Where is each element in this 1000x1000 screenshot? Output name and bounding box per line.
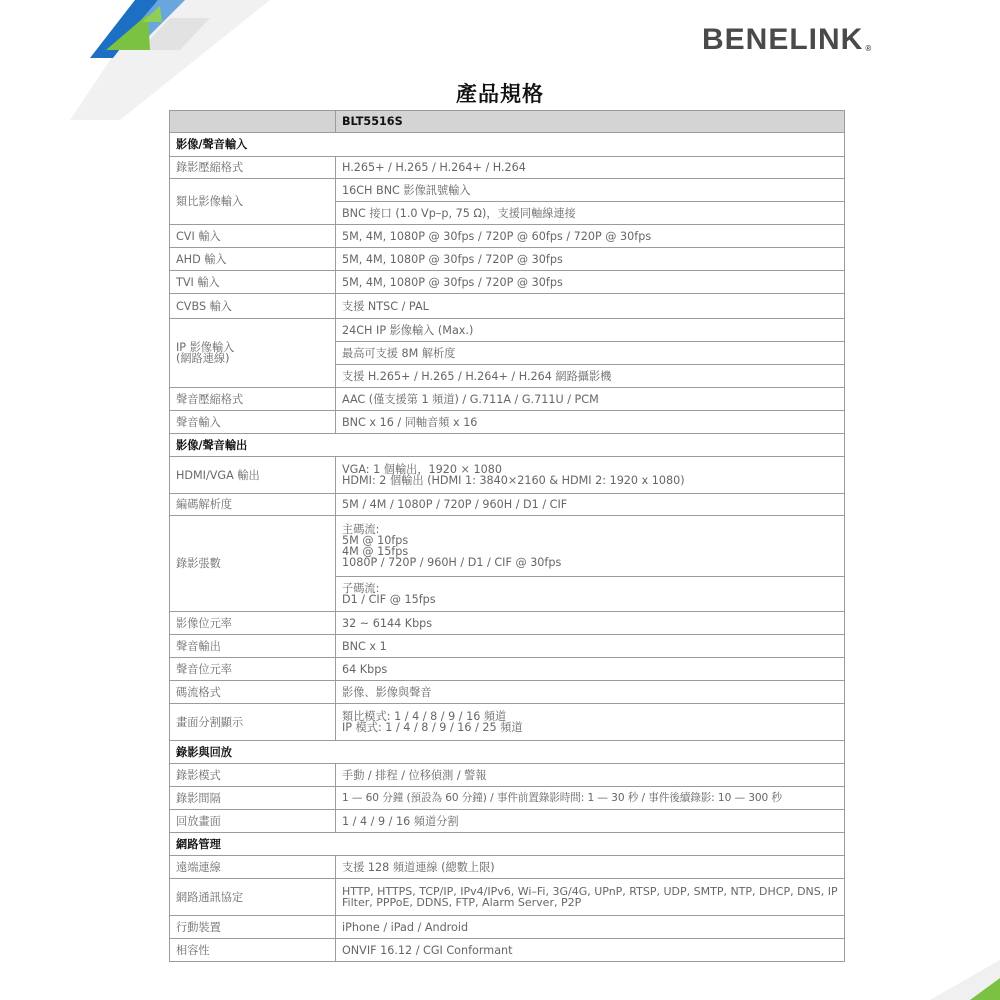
spec-value: 5M, 4M, 1080P @ 30fps / 720P @ 30fps — [336, 271, 845, 294]
spec-value: 5M / 4M / 1080P / 720P / 960H / D1 / CIF — [336, 494, 845, 516]
spec-row — [170, 388, 845, 411]
spec-row — [170, 764, 845, 787]
model-name: BLT5516S — [336, 111, 845, 133]
section-title: 影像/聲音輸出 — [170, 434, 845, 457]
spec-row — [170, 319, 845, 342]
spec-value: 16CH BNC 影像訊號輸入 — [336, 179, 845, 202]
spec-value — [336, 577, 845, 612]
spec-value: 影像、影像與聲音 — [336, 681, 845, 704]
header-blank-cell — [170, 111, 336, 133]
spec-row — [170, 271, 845, 294]
spec-row — [170, 411, 845, 434]
spec-label: 聲音壓縮格式 — [170, 388, 336, 411]
spec-value: H.265+ / H.265 / H.264+ / H.264 — [336, 157, 845, 179]
spec-row — [170, 856, 845, 879]
spec-value: 5M, 4M, 1080P @ 30fps / 720P @ 30fps — [336, 248, 845, 271]
brand-logo — [702, 22, 872, 58]
spec-label: 畫面分割顯示 — [170, 704, 336, 741]
spec-row — [170, 457, 845, 494]
spec-value-line: IP 模式: 1 / 4 / 8 / 9 / 16 / 25 頻道 — [342, 721, 523, 734]
section-header-row — [170, 741, 845, 764]
spec-label — [170, 319, 336, 388]
spec-value: 手動 / 排程 / 位移偵測 / 警報 — [336, 764, 845, 787]
spec-value-line: 1080P / 720P / 960H / D1 / CIF @ 30fps — [342, 556, 562, 569]
page-title: 產品規格 — [456, 82, 544, 106]
spec-value: 64 Kbps — [336, 658, 845, 681]
spec-value: BNC 接口 (1.0 Vp–p, 75 Ω)，支援同軸線連接 — [336, 202, 845, 225]
spec-row — [170, 916, 845, 939]
spec-label: AHD 輸入 — [170, 248, 336, 271]
spec-label: 網路通訊協定 — [170, 879, 336, 916]
registered-mark: ® — [865, 44, 873, 53]
section-header-row — [170, 833, 845, 856]
spec-label-line: (網路連線) — [176, 352, 230, 365]
spec-label: 行動裝置 — [170, 916, 336, 939]
spec-value: 支援 NTSC / PAL — [336, 294, 845, 319]
spec-value: 支援 H.265+ / H.265 / H.264+ / H.264 網路攝影機 — [336, 365, 845, 388]
spec-value-line: 4M @ 15fps — [342, 545, 409, 558]
section-title: 錄影與回放 — [170, 741, 845, 764]
spec-label-line: IP 影像輸入 — [176, 341, 235, 354]
spec-label: 影像位元率 — [170, 612, 336, 635]
spec-row — [170, 635, 845, 658]
spec-label: 相容性 — [170, 939, 336, 962]
spec-label: 錄影間隔 — [170, 787, 336, 810]
spec-value: ONVIF 16.12 / CGI Conformant — [336, 939, 845, 962]
spec-value-line: 5M @ 10fps — [342, 534, 409, 547]
spec-value: 5M, 4M, 1080P @ 30fps / 720P @ 60fps / 720P @ 30fps — [336, 225, 845, 248]
spec-value-line: VGA: 1 個輸出，1920 × 1080 — [342, 463, 502, 476]
spec-row — [170, 787, 845, 810]
spec-label: 聲音輸入 — [170, 411, 336, 434]
spec-label: TVI 輸入 — [170, 271, 336, 294]
spec-row — [170, 225, 845, 248]
spec-value: BNC x 16 / 同軸音頻 x 16 — [336, 411, 845, 434]
spec-row — [170, 294, 845, 319]
spec-value: 最高可支援 8M 解析度 — [336, 342, 845, 365]
spec-label: 類比影像輸入 — [170, 179, 336, 225]
spec-label: 回放畫面 — [170, 810, 336, 833]
spec-label: 聲音輸出 — [170, 635, 336, 658]
section-title: 影像/聲音輸入 — [170, 133, 845, 157]
spec-value: 1 / 4 / 9 / 16 頻道分割 — [336, 810, 845, 833]
spec-value: AAC (僅支援第 1 頻道) / G.711A / G.711U / PCM — [336, 388, 845, 411]
spec-label: 碼流格式 — [170, 681, 336, 704]
spec-value-line: 子碼流: — [342, 582, 380, 595]
spec-value: 32 ~ 6144 Kbps — [336, 612, 845, 635]
spec-value: 1 — 60 分鐘 (預設為 60 分鐘) / 事件前置錄影時間: 1 — 30 秒 / 事件後續錄影: 10 — 300 秒 — [336, 787, 845, 810]
spec-row — [170, 939, 845, 962]
spec-value: HTTP, HTTPS, TCP/IP, IPv4/IPv6, Wi–Fi, 3G/4G, UPnP, RTSP, UDP, SMTP, NTP, DHCP, DNS, IP Filter, PPPoE, DDNS, FTP, Alarm Server, P2P — [336, 879, 845, 916]
spec-value-line: D1 / CIF @ 15fps — [342, 593, 436, 606]
spec-label: 錄影模式 — [170, 764, 336, 787]
spec-value: iPhone / iPad / Android — [336, 916, 845, 939]
spec-row — [170, 658, 845, 681]
spec-value: BNC x 1 — [336, 635, 845, 658]
spec-row — [170, 879, 845, 916]
spec-value — [336, 704, 845, 741]
spec-row — [170, 810, 845, 833]
spec-value: 24CH IP 影像輸入 (Max.) — [336, 319, 845, 342]
spec-label: 聲音位元率 — [170, 658, 336, 681]
spec-value-line: 主碼流: — [342, 523, 380, 536]
spec-row — [170, 179, 845, 202]
spec-value — [336, 516, 845, 577]
spec-label: 錄影壓縮格式 — [170, 157, 336, 179]
spec-row — [170, 681, 845, 704]
spec-value: 支援 128 頻道連線 (總數上限) — [336, 856, 845, 879]
spec-label: 錄影張數 — [170, 516, 336, 612]
spec-row — [170, 516, 845, 577]
bottom-corner-decoration — [860, 960, 1000, 1000]
spec-label: HDMI/VGA 輸出 — [170, 457, 336, 494]
section-header-row — [170, 434, 845, 457]
spec-row — [170, 612, 845, 635]
spec-row — [170, 248, 845, 271]
spec-label: CVBS 輸入 — [170, 294, 336, 319]
section-header-row — [170, 133, 845, 157]
spec-value-line: HDMI: 2 個輸出 (HDMI 1: 3840×2160 & HDMI 2: 1920 x 1080) — [342, 474, 685, 487]
spec-row — [170, 494, 845, 516]
spec-label: CVI 輸入 — [170, 225, 336, 248]
spec-value-line: 類比模式: 1 / 4 / 8 / 9 / 16 頻道 — [342, 710, 507, 723]
spec-label: 遠端連線 — [170, 856, 336, 879]
spec-row — [170, 704, 845, 741]
spec-table-header-row — [170, 111, 845, 133]
brand-logo-text: BENELINK — [702, 23, 864, 56]
spec-table — [169, 110, 845, 962]
spec-row — [170, 157, 845, 179]
section-title: 網路管理 — [170, 833, 845, 856]
spec-label: 編碼解析度 — [170, 494, 336, 516]
spec-value — [336, 457, 845, 494]
